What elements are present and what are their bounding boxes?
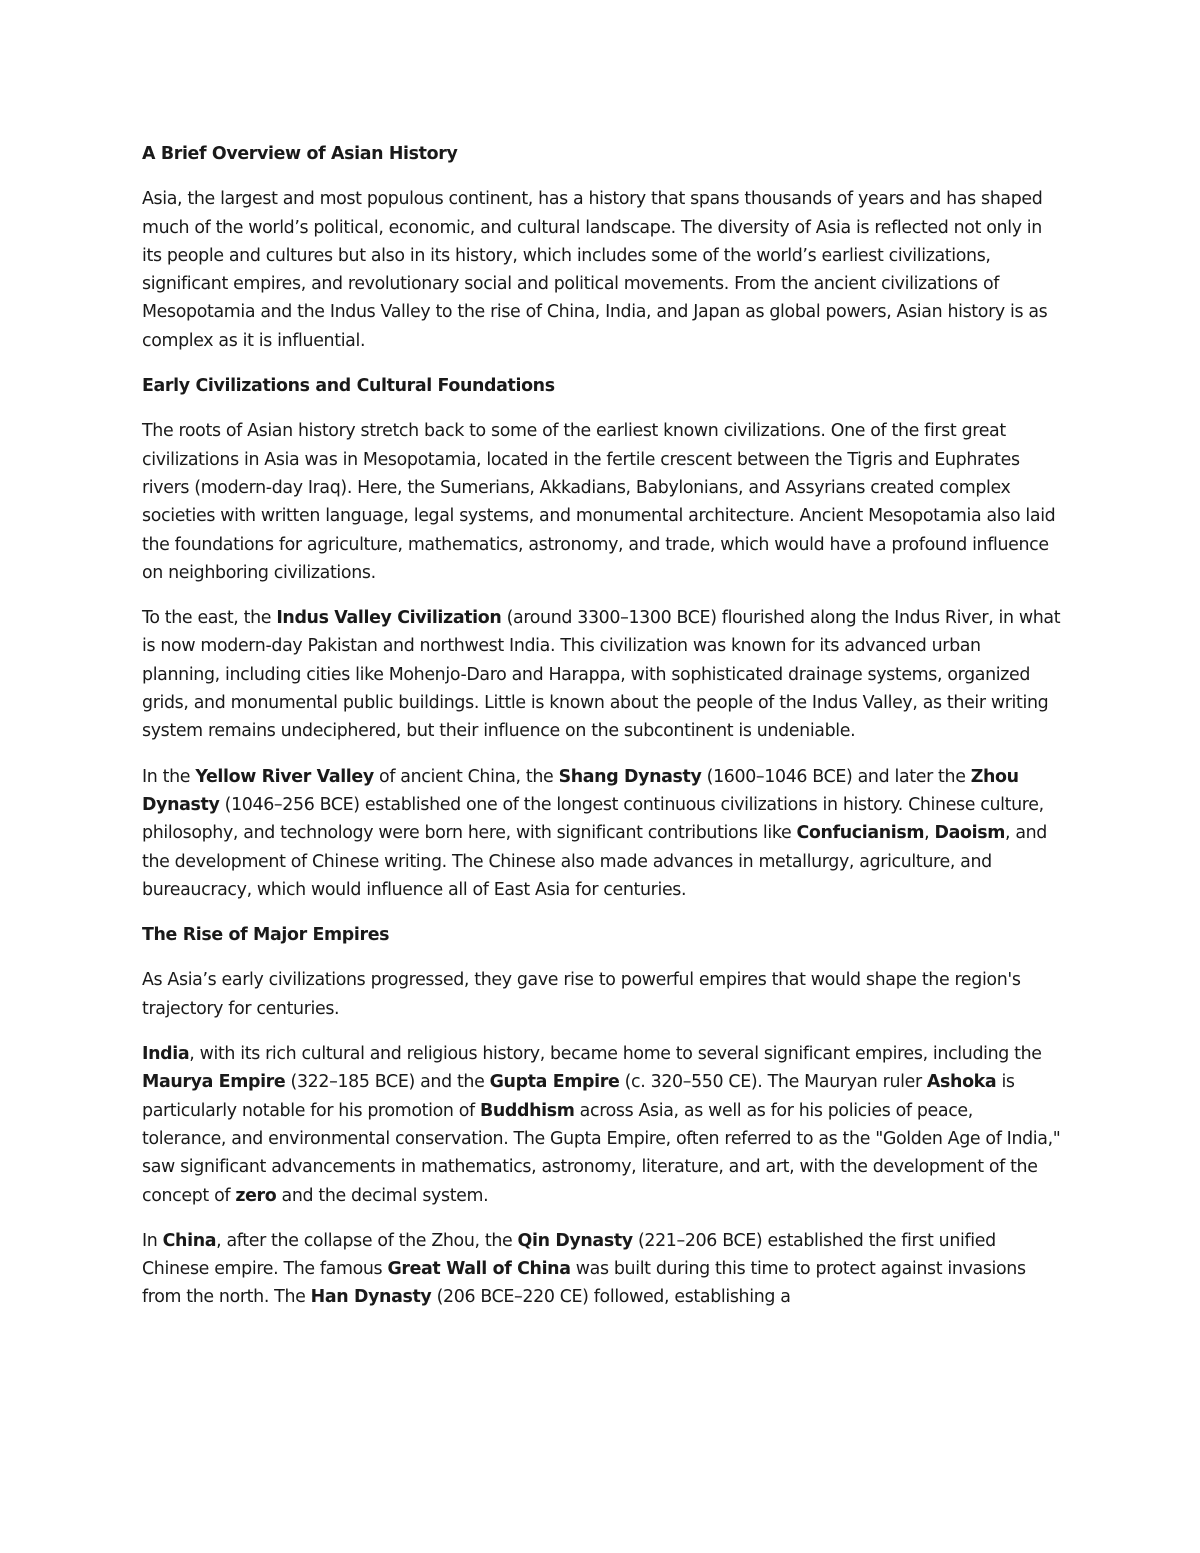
text-run: (1046–256 BCE) established one of the longest continuous civilizations in history. Chinese culture, philosophy, and technology were born here, with significant contributions like <box>142 794 1044 844</box>
document-title: A Brief Overview of Asian History <box>142 144 458 164</box>
text-run: (221–206 BCE) established the first unified Chinese empire. The famous <box>142 1230 996 1280</box>
bold-term: Buddhism <box>479 1100 575 1121</box>
section-heading-major-empires: The Rise of Major Empires <box>142 925 390 946</box>
text-run: , with its rich cultural and religious history, became home to several significant empires, including the <box>189 1044 1042 1065</box>
bold-term: Yellow River Valley <box>195 766 374 787</box>
text-run: (322–185 BCE) and the <box>285 1072 490 1093</box>
bold-term: Daoism <box>934 823 1005 844</box>
bold-term: Great Wall of China <box>387 1259 571 1280</box>
bold-term: Qin Dynasty <box>517 1230 633 1251</box>
text-run: , after the collapse of the Zhou, the <box>216 1230 518 1251</box>
text-run: (1600–1046 BCE) and later the <box>701 766 971 787</box>
section-heading-early-civilizations: Early Civilizations and Cultural Foundations <box>142 376 555 397</box>
text-run: In <box>142 1230 163 1251</box>
text-run: In the <box>142 766 196 787</box>
text-run: (around 3300–1300 BCE) flourished along the Indus River, in what is now modern-day Pakistan and northwest India. This civilization was known for its advanced urban planning, including cities like Mohenjo-Daro and Harappa, with sophisticated drainage systems, organized grids, and monumental public buildings. Little is known about the people of the Indus Valley, as their writing system remains undeciphered, but their influence on the subcontinent is undeniable. <box>142 608 1061 742</box>
yellow-river-paragraph <box>142 763 1062 904</box>
bold-term: Han Dynasty <box>310 1287 432 1308</box>
text-run: (c. 320–550 CE). The Mauryan ruler <box>619 1072 927 1093</box>
bold-term: Indus Valley Civilization <box>276 608 502 629</box>
intro-paragraph: Asia, the largest and most populous continent, has a history that spans thousands of years and has shaped much of the world’s political, economic, and cultural landscape. The diversity of Asia is reflected not only in its people and cultures but also in its history, which includes some of the world’s earliest civilizations, significant empires, and revolutionary social and political movements. From the ancient civilizations of Mesopotamia and the Indus Valley to the rise of China, India, and Japan as global powers, Asian history is as complex as it is influential. <box>142 189 1048 351</box>
text-run: , and the development of Chinese writing. The Chinese also made advances in metallurgy, agriculture, and bureaucracy, which would influence all of East Asia for centuries. <box>142 823 1047 900</box>
bold-term: Confucianism <box>796 823 925 844</box>
bold-term: Shang Dynasty <box>558 766 702 787</box>
text-run: of ancient China, the <box>373 766 559 787</box>
china-paragraph <box>142 1227 1062 1312</box>
text-run: was built during this time to protect against invasions from the north. The <box>142 1259 1026 1308</box>
bold-term: India <box>142 1044 190 1065</box>
india-paragraph <box>142 1040 1062 1210</box>
bold-term: Ashoka <box>926 1072 997 1093</box>
text-run: To the east, the <box>142 608 277 629</box>
empires-intro-paragraph: As Asia’s early civilizations progressed, they gave rise to powerful empires that would shape the region's trajectory for centuries. <box>142 970 1021 1019</box>
text-run: and the decimal system. <box>276 1185 489 1206</box>
bold-term: zero <box>235 1185 277 1206</box>
document-page <box>142 140 1062 1329</box>
bold-term: Zhou Dynasty <box>142 766 1019 815</box>
bold-term: Gupta Empire <box>489 1072 620 1093</box>
text-run: is particularly notable for his promotion of <box>142 1072 1015 1121</box>
bold-term: China <box>162 1230 217 1251</box>
mesopotamia-paragraph: The roots of Asian history stretch back to some of the earliest known civilizations. One of the first great civilizations in Asia was in Mesopotamia, located in the fertile crescent between the Tigris and Euphrates rivers (modern-day Iraq). Here, the Sumerians, Akkadians, Babylonians, and Assyrians created complex societies with written language, legal systems, and monumental architecture. Ancient Mesopotamia also laid the foundations for agriculture, mathematics, astronomy, and trade, which would have a profound influence on neighboring civilizations. <box>142 421 1056 583</box>
indus-valley-paragraph <box>142 604 1062 745</box>
bold-term: Maurya Empire <box>142 1072 286 1093</box>
text-run: across Asia, as well as for his policies of peace, tolerance, and environmental conservation. The Gupta Empire, often referred to as the "Golden Age of India," saw significant advancements in mathematics, astronomy, literature, and art, with the development of the concept of <box>142 1100 1061 1206</box>
text-run: , <box>924 823 935 844</box>
text-run: (206 BCE–220 CE) followed, establishing a <box>431 1287 791 1308</box>
